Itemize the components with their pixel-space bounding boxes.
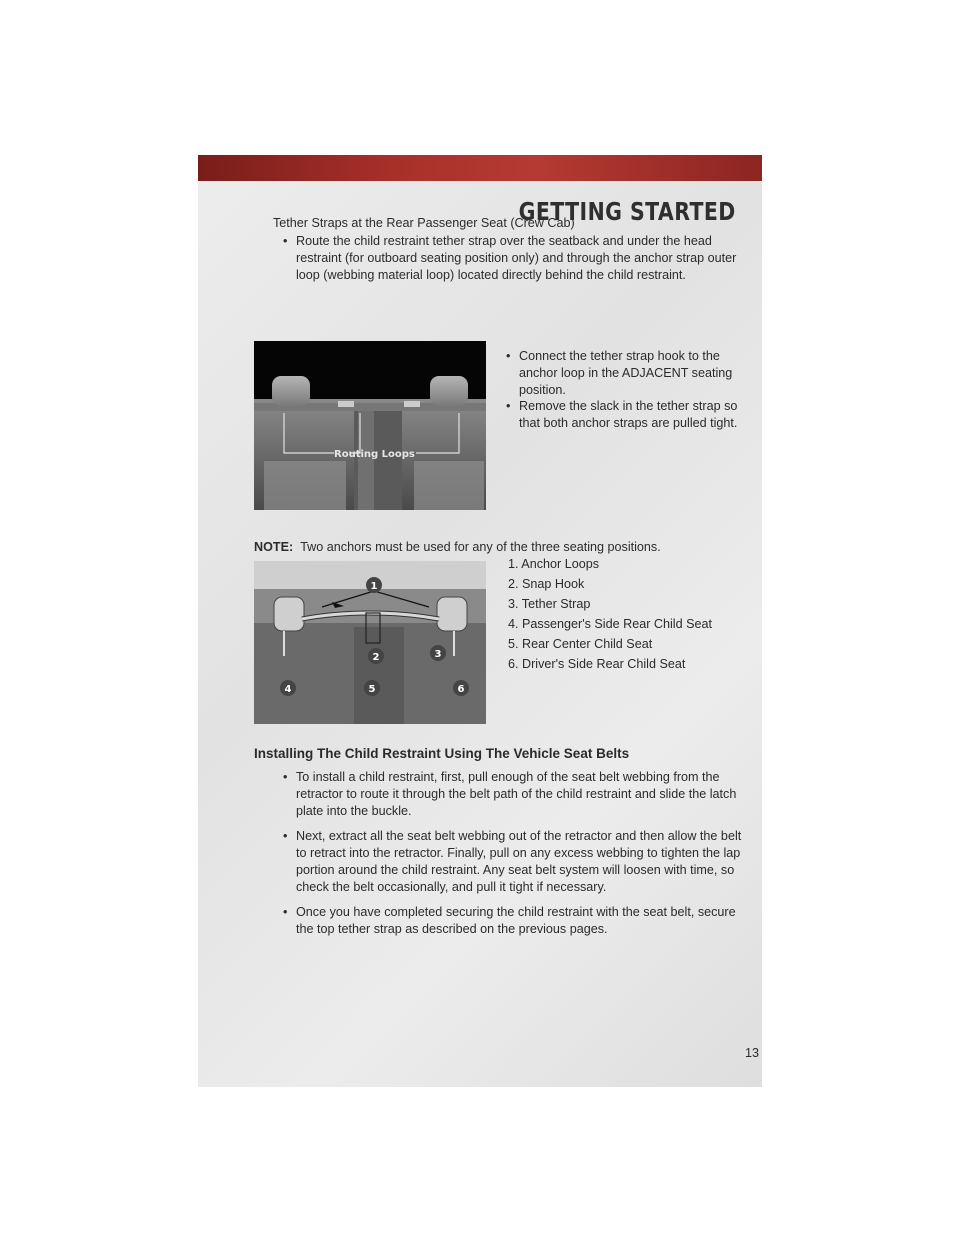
diagram-legend [508,556,758,676]
callout-1 [366,577,382,593]
anchor-diagram-illustration [254,561,486,724]
bullet-dot: • [283,234,288,248]
legend-item: 6. Driver's Side Rear Child Seat [508,657,686,671]
install-bullet-1 [283,769,753,820]
page-number: 13 [745,1046,760,1060]
callout-5 [364,680,380,696]
legend-item: 2. Snap Hook [508,577,585,591]
callout-3 [430,645,446,661]
bullet-dot: • [283,770,288,784]
svg-text:3: 3 [434,649,442,660]
legend-item: 1. Anchor Loops [508,557,600,571]
svg-text:2: 2 [372,652,380,663]
bullet-dot: • [283,905,288,919]
routing-loops-label: Routing Loops [334,449,415,460]
legend-item: 5. Rear Center Child Seat [508,637,653,651]
legend-item: 4. Passenger's Side Rear Child Seat [508,617,713,631]
bullet-text: Once you have completed securing the child restraint with the seat belt, secure the top tether strap as described on the previous pages. [296,905,736,936]
bullet-dot: • [283,829,288,843]
callout-2 [368,648,384,664]
callout-6 [453,680,469,696]
header-band [198,155,762,181]
install-bullet-3 [283,904,753,938]
routing-loops-photo [254,341,486,510]
bullet-text: Remove the slack in the tether strap so that both anchor straps are pulled tight. [519,399,738,430]
tether-bullet-2 [506,348,746,399]
section-title: GETTING STARTED [518,197,736,226]
svg-text:1: 1 [370,581,378,592]
bullet-text: Route the child restraint tether strap over the seatback and under the head restraint (for outboard seating position only) and through the anchor strap outer loop (webbing material loop) located directly behind the child restraint. [296,234,737,282]
rear-seat-illustration [254,341,486,510]
legend-item: 3. Tether Strap [508,597,591,611]
bullet-dot: • [506,399,511,413]
svg-text:6: 6 [457,684,465,695]
install-bullet-2 [283,828,753,896]
note-label: NOTE: [254,540,294,554]
anchor-diagram [254,561,486,724]
svg-text:5: 5 [368,684,376,695]
callout-4 [280,680,296,696]
bullet-text: Connect the tether strap hook to the anchor loop in the ADJACENT seating position. [519,349,733,397]
note-text: Two anchors must be used for any of the three seating positions. [300,540,661,554]
tether-bullet-1 [283,233,749,284]
install-title: Installing The Child Restraint Using The Vehicle Seat Belts [254,746,630,761]
bullet-dot: • [506,349,511,363]
tether-bullet-3 [506,398,746,432]
svg-text:4: 4 [284,684,292,695]
tether-heading: Tether Straps at the Rear Passenger Seat (Crew Cab) [273,216,575,230]
note [254,539,754,556]
bullet-text: To install a child restraint, first, pull enough of the seat belt webbing from the retractor to route it through the belt path of the child restraint and slide the latch plate into the buckle. [296,770,737,818]
bullet-text: Next, extract all the seat belt webbing out of the retractor and then allow the belt to retract into the retractor. Finally, pull on any excess webbing to tighten the lap portion around the child restraint. Any seat belt system will loosen with time, so check the belt occasionally, and pull it tight if necessary. [296,829,742,894]
